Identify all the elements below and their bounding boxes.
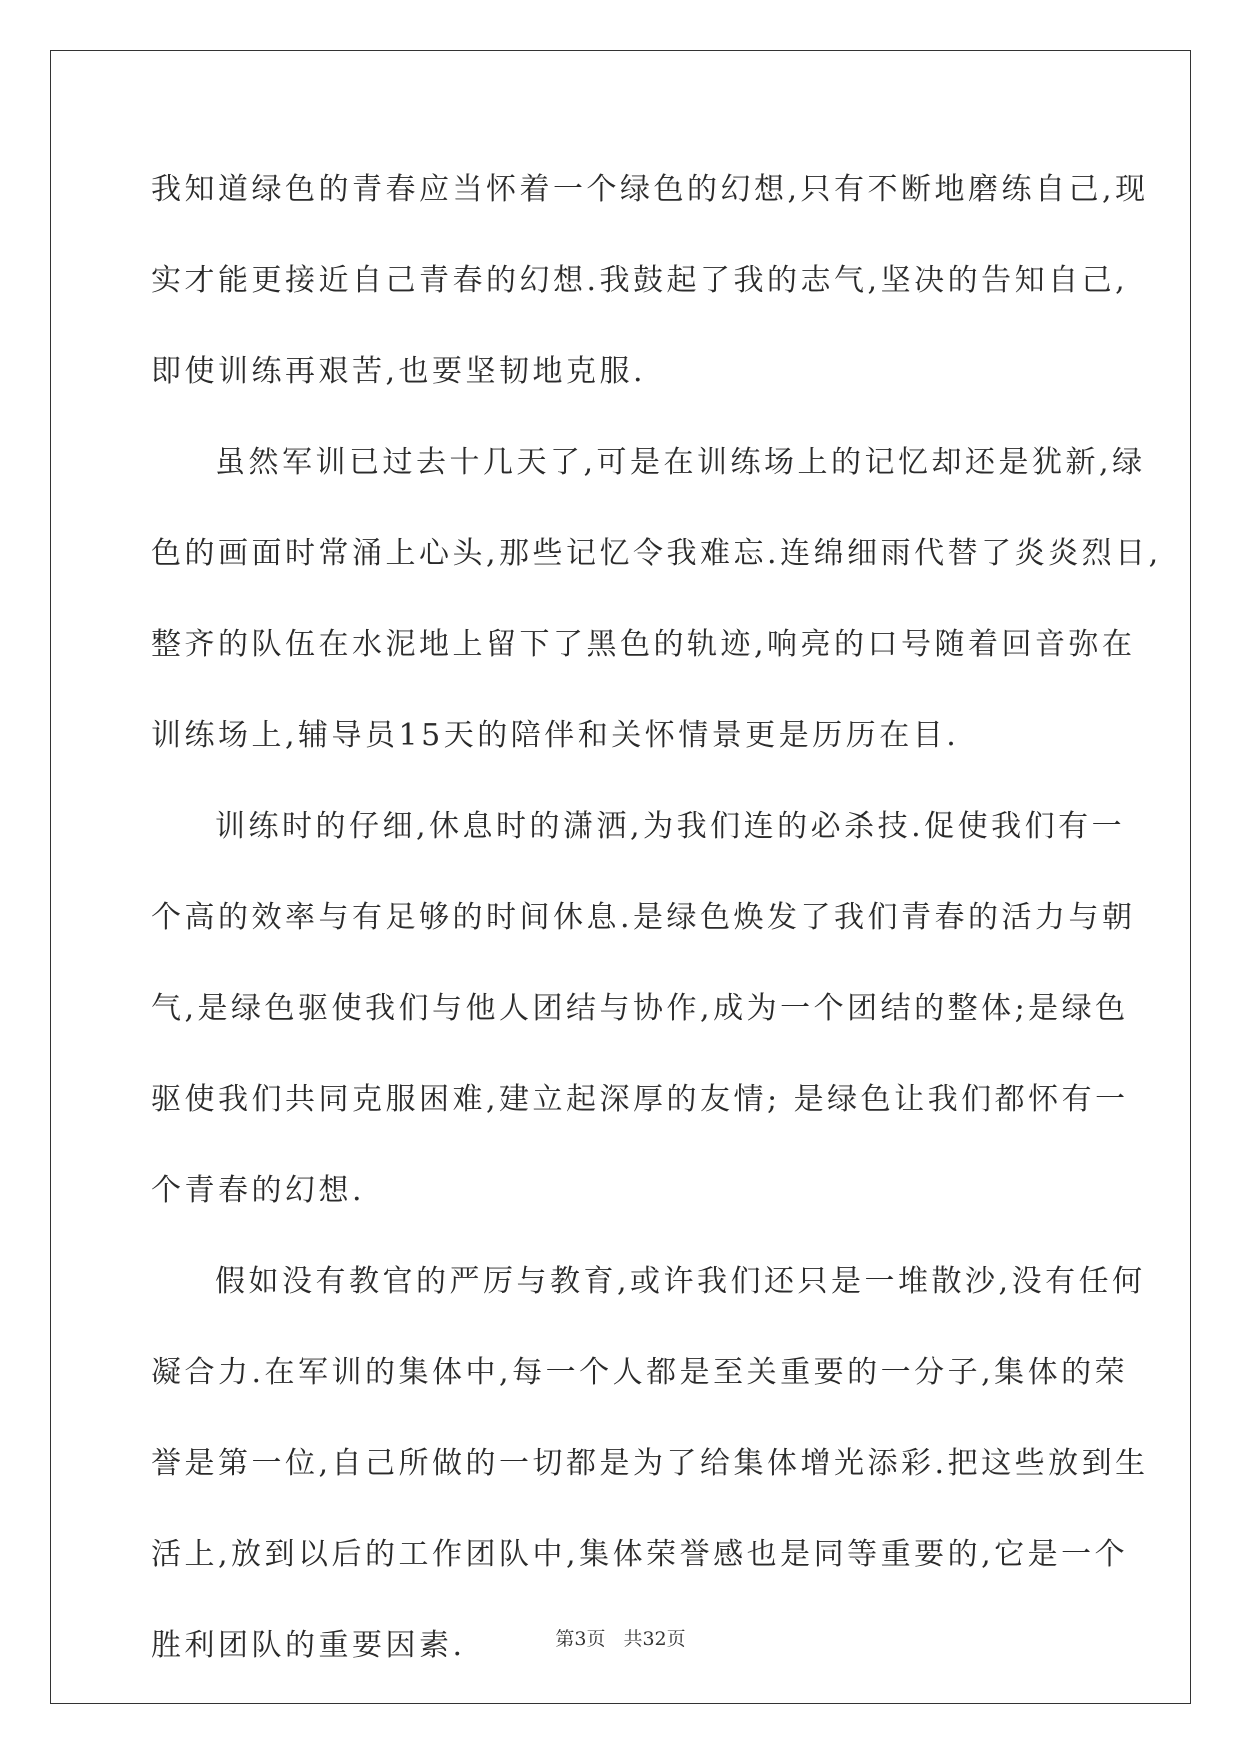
text-line: 我知道绿色的青春应当怀着一个绿色的幻想,只有不断地磨练自己,现 xyxy=(151,172,1149,207)
text-line: 誉是第一位,自己所做的一切都是为了给集体增光添彩.把这些放到生 xyxy=(151,1446,1149,1481)
text-line: 即使训练再艰苦,也要坚韧地克服. xyxy=(151,354,647,389)
paragraph-2 xyxy=(151,433,1162,797)
page-footer xyxy=(0,1624,1241,1651)
text-line: 训练场上,辅导员15天的陪伴和关怀情景更是历历在目. xyxy=(151,718,960,753)
text-line: 训练时的仔细,休息时的潇洒,为我们连的必杀技.促使我们有一 xyxy=(215,809,1126,844)
text-line: 气,是绿色驱使我们与他人团结与协作,成为一个团结的整体;是绿色 xyxy=(151,991,1129,1026)
text-line: 胜利团队的重要因素. xyxy=(151,1628,466,1663)
text-line: 个青春的幻想. xyxy=(151,1173,366,1208)
page-number: 第3页 xyxy=(555,1628,606,1650)
text-line: 个高的效率与有足够的时间休息.是绿色焕发了我们青春的活力与朝 xyxy=(151,900,1136,935)
text-line: 虽然军训已过去十几天了,可是在训练场上的记忆却还是犹新,绿 xyxy=(215,445,1146,480)
text-line: 实才能更接近自己青春的幻想.我鼓起了我的志气,坚决的告知自己, xyxy=(151,263,1129,298)
text-line: 驱使我们共同克服困难,建立起深厚的友情; 是绿色让我们都怀有一 xyxy=(151,1082,1129,1117)
text-line: 活上,放到以后的工作团队中,集体荣誉感也是同等重要的,它是一个 xyxy=(151,1537,1129,1572)
paragraph-1 xyxy=(151,160,1149,433)
text-line: 色的画面时常涌上心头,那些记忆令我难忘.连绵细雨代替了炎炎烈日, xyxy=(151,536,1162,571)
paragraph-3 xyxy=(151,797,1136,1252)
document-body xyxy=(151,160,1162,1707)
text-line: 凝合力.在军训的集体中,每一个人都是至关重要的一分子,集体的荣 xyxy=(151,1355,1129,1390)
page-total: 共32页 xyxy=(623,1628,686,1650)
text-line: 假如没有教官的严厉与教育,或许我们还只是一堆散沙,没有任何 xyxy=(215,1264,1146,1299)
text-line: 整齐的队伍在水泥地上留下了黑色的轨迹,响亮的口号随着回音弥在 xyxy=(151,627,1136,662)
